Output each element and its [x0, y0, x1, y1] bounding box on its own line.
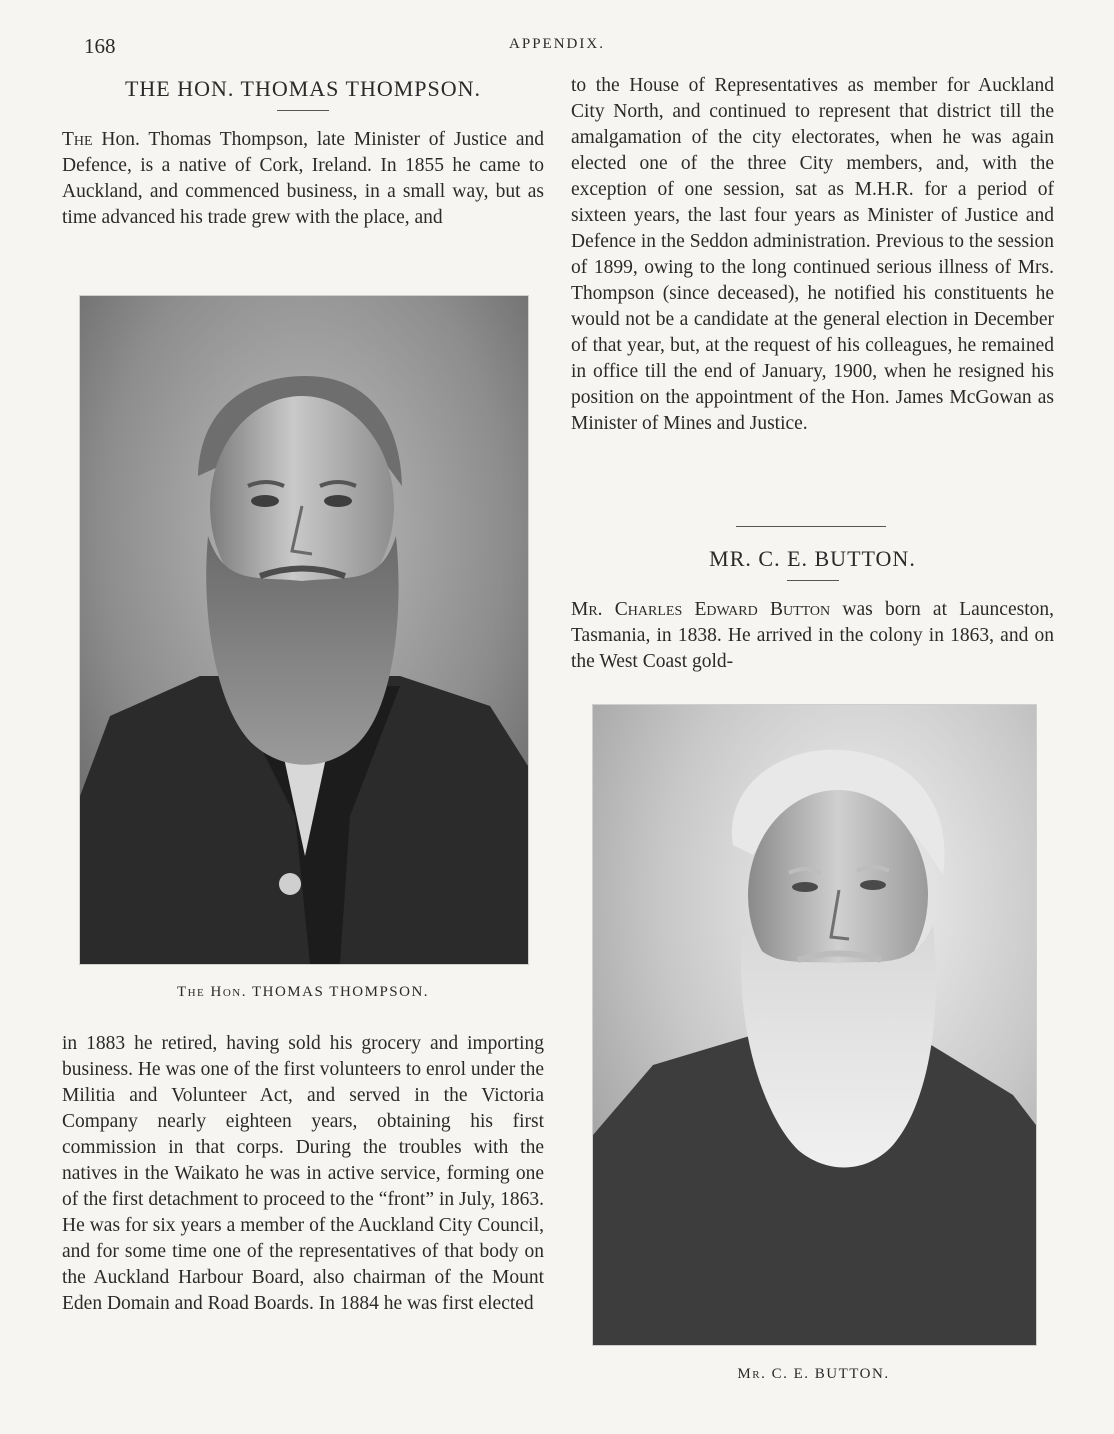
- heading-rule: [277, 110, 329, 111]
- page-number: 168: [84, 34, 116, 58]
- button-portrait-illustration: [593, 705, 1036, 1345]
- thompson-caption-name: THOMAS THOMPSON.: [246, 984, 430, 1000]
- thompson-right-paragraph: to the House of Representatives as member for Auckland City North, and continued to represent that district till the amalgamation of the city electorates, when he was again elected one of the three City members, and, with the exception of one session, sat as M.H.R. for a period of sixteen years, the last four years as Minister of Justice and Defence in the Seddon administration. Previous to the session of 1899, owing to the long continued serious illness of Mrs. Thompson (since deceased), he notified his constituents he would not be a candidate at the general election in December of that year, but, at the request of his colleagues, he remained in office till the end of January, 1900, when he resigned his position on the appointment of the Hon. James McGowan as Minister of Mines and Justice.: [571, 75, 1054, 434]
- button-lead-in: Mr. Charles Edward Button: [571, 599, 831, 620]
- thompson-heading: THE HON. THOMAS THOMPSON.: [124, 76, 482, 101]
- thompson-article-intro: [62, 76, 544, 231]
- button-intro-text: was born at Launceston, Tasmania, in 1838. He arrived in the colony in 1863, and on the West Coast gold-: [571, 599, 1055, 672]
- thompson-lead-in: The: [62, 129, 93, 150]
- button-intro-paragraph: [571, 597, 1054, 675]
- heading-rule: [787, 580, 839, 581]
- thompson-caption: [79, 984, 527, 1001]
- button-caption: [592, 1366, 1035, 1383]
- thompson-caption-prefix: The Hon.: [176, 984, 247, 1000]
- button-portrait: [592, 704, 1037, 1346]
- thompson-article-right-column: [571, 73, 1054, 437]
- thompson-intro-text: Hon. Thomas Thompson, late Minister of Justice and Defence, is a native of Cork, Ireland. In 1855 he came to Auckland, and commenced business, in a small way, but as time advanced his trade grew with the place, and: [62, 129, 544, 228]
- section-divider: [736, 526, 886, 527]
- button-caption-name: C. E. BUTTON.: [766, 1366, 890, 1382]
- thompson-portrait: [79, 295, 529, 965]
- thompson-intro-paragraph: [62, 127, 544, 231]
- thompson-portrait-illustration: [80, 296, 528, 964]
- running-head: APPENDIX.: [509, 36, 605, 52]
- thompson-continued-paragraph: in 1883 he retired, having sold his grocery and importing business. He was one of the first volunteers to enrol under the Militia and Volunteer Act, and served in the Victoria Company nearly eighteen years, obtaining his first commission in that corps. During the troubles with the natives in the Waikato he was in active service, forming one of the first detachment to proceed to the “front” in July, 1863. He was for six years a member of the Auckland City Council, and for some time one of the representatives of that body on the Auckland Harbour Board, also chairman of the Mount Eden Domain and Road Boards. In 1884 he was first elected: [62, 1033, 544, 1314]
- button-heading: MR. C. E. BUTTON.: [709, 546, 916, 571]
- button-caption-prefix: Mr.: [737, 1366, 767, 1382]
- thompson-article-continued: [62, 1031, 544, 1317]
- button-article: [571, 546, 1054, 675]
